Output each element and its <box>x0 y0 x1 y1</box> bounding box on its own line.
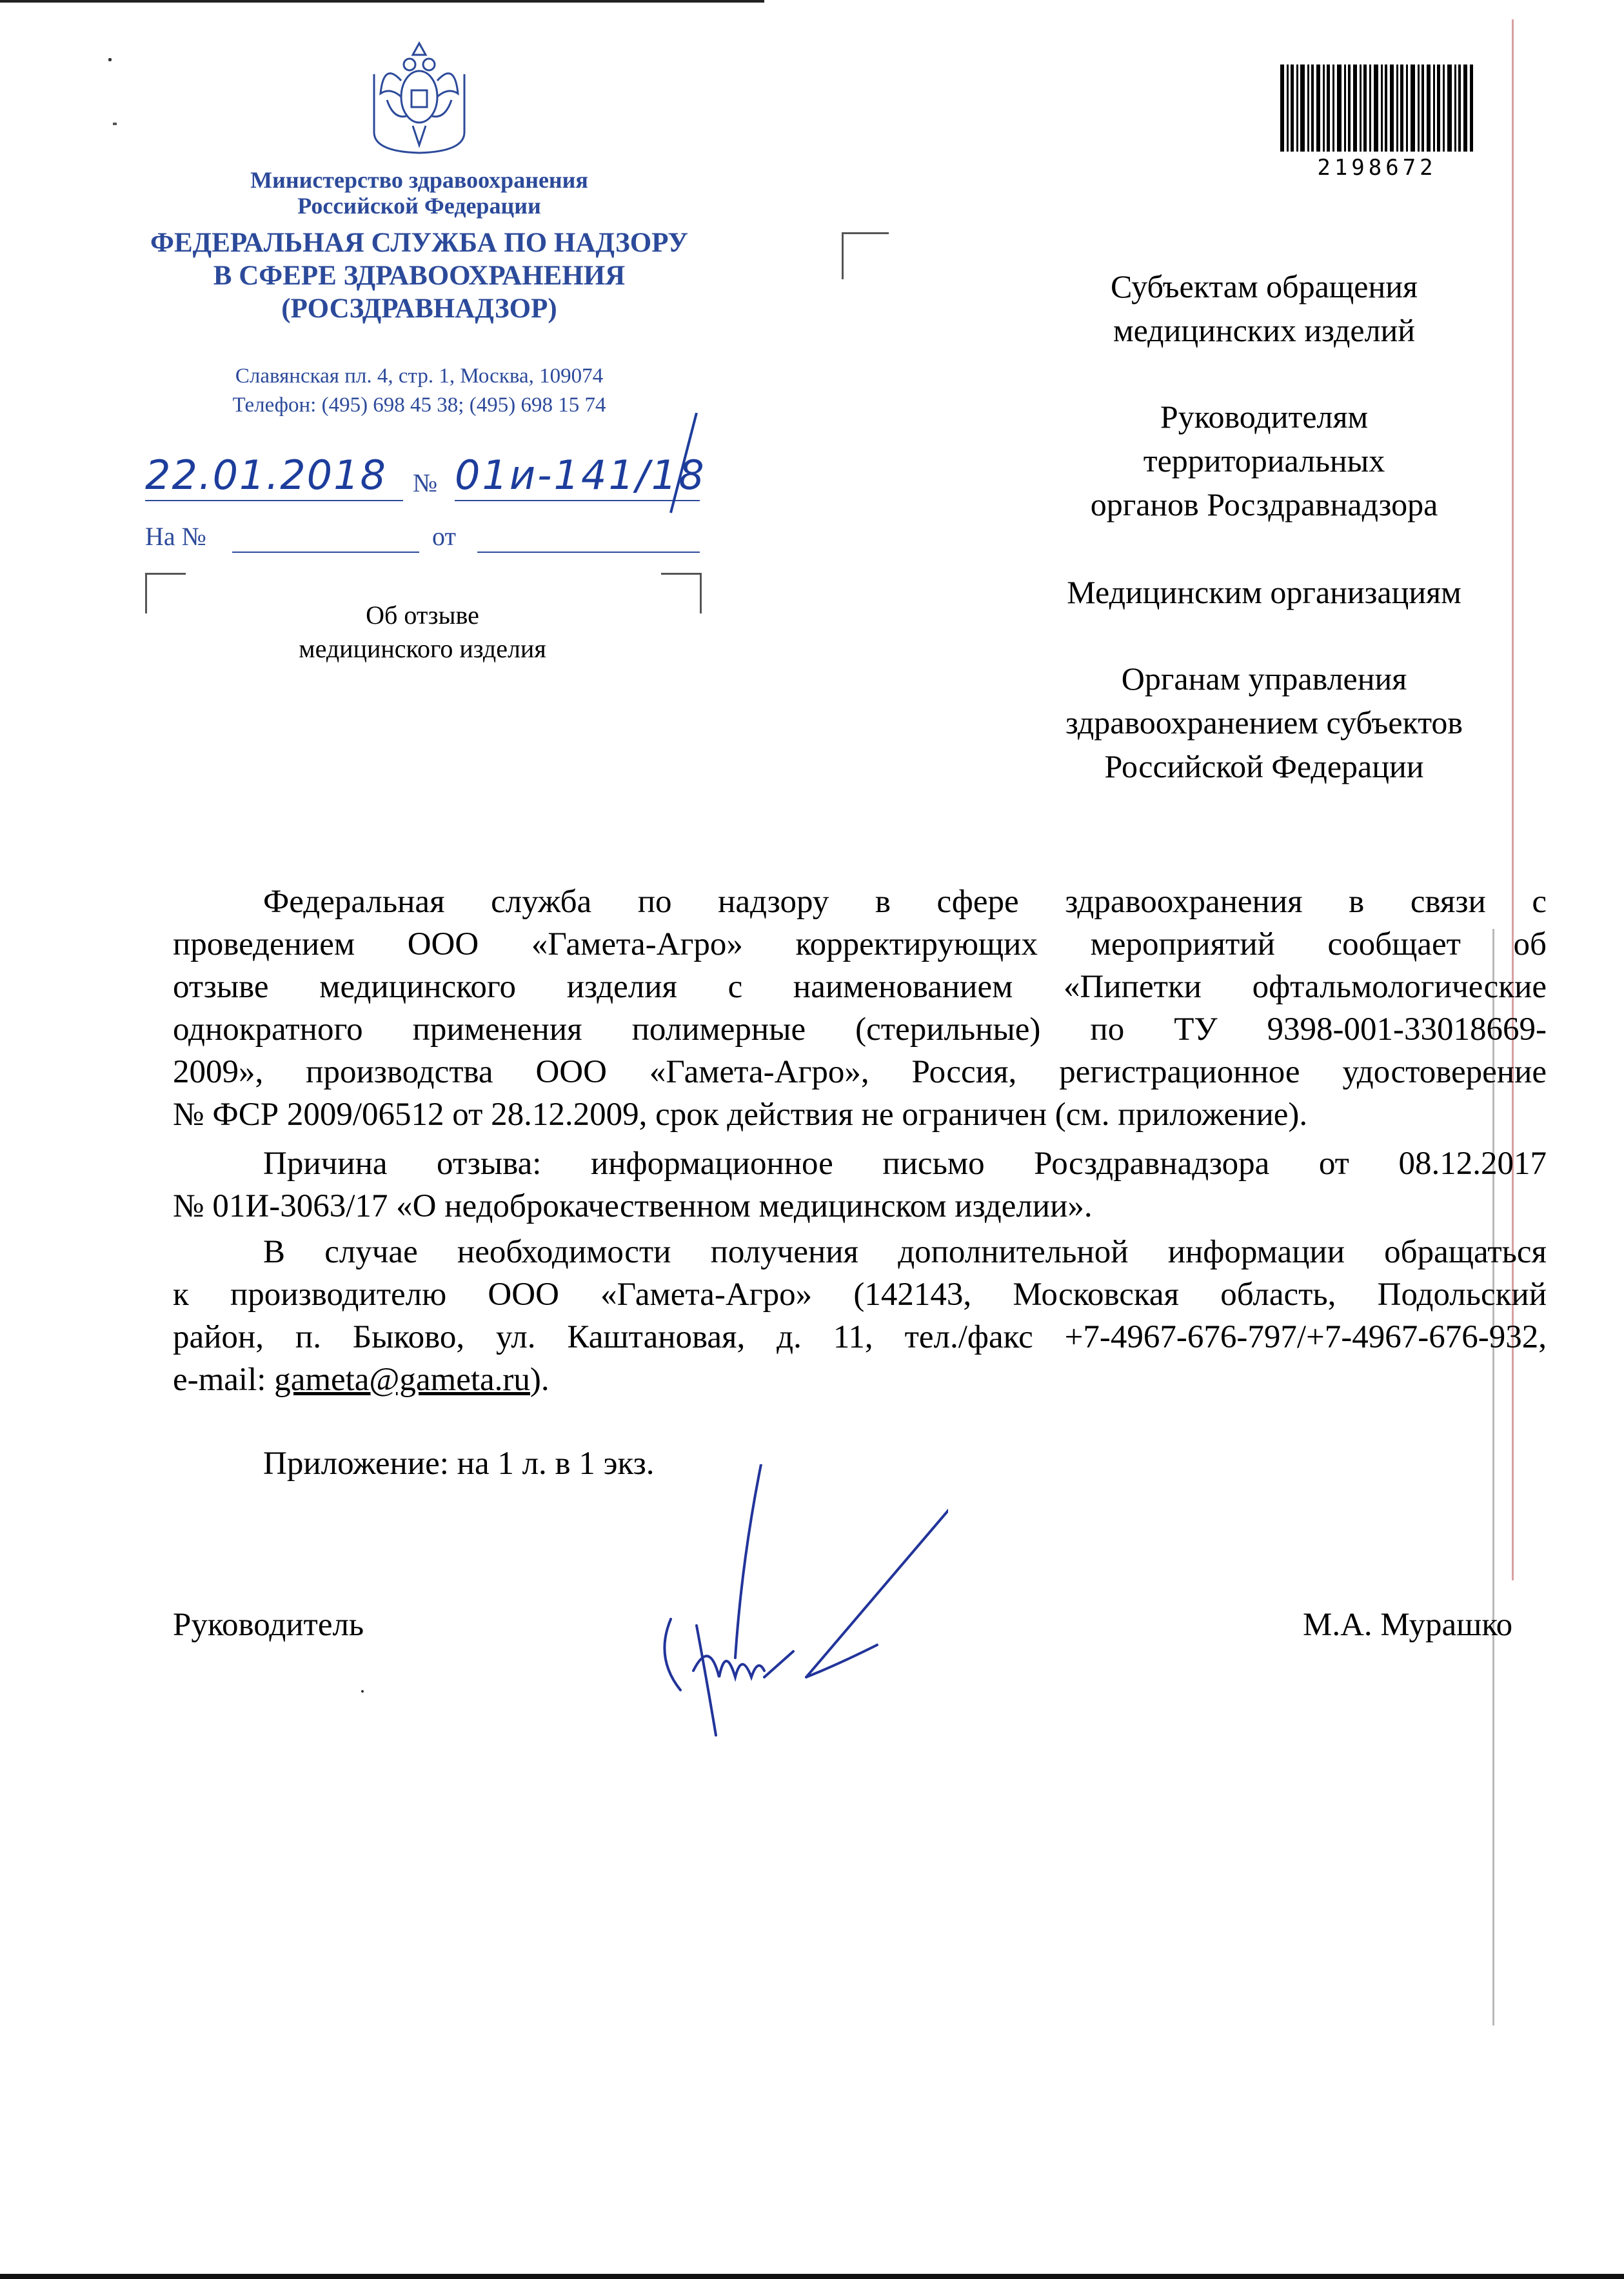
sender-address: Славянская пл. 4, стр. 1, Москва, 109074 <box>235 364 604 388</box>
service-name: ФЕДЕРАЛЬНАЯ СЛУЖБА ПО НАДЗОРУ <box>150 228 688 258</box>
email-suffix: ). <box>530 1362 550 1398</box>
service-name-line2: В СФЕРЕ ЗДРАВООХРАНЕНИЯ <box>213 261 626 291</box>
body-p3-email-line <box>173 1358 1547 1401</box>
date-underline <box>145 500 403 501</box>
addressee-1-line1: Субъектам обращения <box>1111 268 1418 304</box>
addressee-4-line2: здравоохранением субъектов <box>1065 704 1463 741</box>
scan-speck <box>361 1690 364 1693</box>
body-p1-line: однократного применения полимерные (стерильные) по ТУ 9398-001-33018669- <box>173 1011 1547 1048</box>
body-p2-line: № 01И-3063/17 «О недоброкачественном медицинском изделии». <box>173 1188 1093 1224</box>
subject-line-2: медицинского изделия <box>299 634 546 663</box>
email-prefix: e-mail: <box>173 1362 275 1398</box>
subject-corner-right <box>661 573 702 613</box>
body-p1-line: проведением ООО «Гамета-Агро» корректирующих мероприятий сообщает об <box>173 926 1547 962</box>
addressee-4-line1: Органам управления <box>1121 661 1407 697</box>
addressee-1-line2: медицинских изделий <box>1113 312 1416 348</box>
signatory-title: Руководитель <box>173 1607 364 1643</box>
scan-speck <box>108 58 112 61</box>
addressee-3-line1: Медицинским организациям <box>1067 574 1461 610</box>
ministry-name-line2: Российской Федерации <box>297 193 541 219</box>
reply-from-label: от <box>432 522 456 551</box>
body-p3-line: к производителю ООО «Гамета-Агро» (142143, Московская область, Подольский <box>173 1277 1547 1313</box>
number-sign: № <box>413 468 438 497</box>
body-p1-line: № ФСР 2009/06512 от 28.12.2009, срок действия не ограничен (см. приложение). <box>173 1097 1308 1133</box>
sender-phone: Телефон: (495) 698 45 38; (495) 698 15 74 <box>232 393 606 417</box>
body-p3-line: В случае необходимости получения дополнительной информации обращаться <box>263 1234 1547 1270</box>
registration-date: 22.01.2018 <box>145 452 387 499</box>
reply-number-line <box>232 552 419 553</box>
body-p3-line: район, п. Быково, ул. Каштановая, д. 11, тел./факс +7-4967-676-797/+7-4967-676-932, <box>173 1319 1547 1355</box>
barcode-number: 2198672 <box>1317 155 1437 181</box>
barcode-icon <box>1280 65 1474 155</box>
email-link[interactable]: gameta@gameta.ru <box>274 1362 530 1398</box>
body-p1-line: 2009», производства ООО «Гамета-Агро», Россия, регистрационное удостоверение <box>173 1054 1547 1090</box>
subject-line: Об отзыве <box>366 601 479 630</box>
handwritten-signature-icon <box>645 1464 948 1742</box>
reply-number-label: На № <box>145 522 206 551</box>
body-p1-line: Федеральная служба по надзору в сфере здравоохранения в связи с <box>263 884 1547 920</box>
handwritten-slash-icon <box>658 413 800 516</box>
addressee-4-line3: Российской Федерации <box>1104 748 1424 784</box>
russian-coat-of-arms-icon <box>368 35 471 155</box>
addressee-2-line3: органов Росздравнадзора <box>1090 486 1438 522</box>
subject-corner-left <box>145 573 186 613</box>
addressee-2-line1: Руководителям <box>1160 399 1369 435</box>
registration-number: 01и-141/18 <box>455 452 706 499</box>
attachment-note: Приложение: на 1 л. в 1 экз. <box>263 1446 655 1482</box>
body-p2-line: Причина отзыва: информационное письмо Росздравнадзора от 08.12.2017 <box>263 1146 1547 1182</box>
scan-speck <box>113 123 117 125</box>
scan-top-edge <box>0 0 764 3</box>
reply-from-line <box>477 552 700 553</box>
service-abbreviation: (РОСЗДРАВНАДЗОР) <box>281 294 557 324</box>
scan-bottom-edge <box>0 2274 1624 2279</box>
body-p1-line: отзыве медицинского изделия с наименованием «Пипетки офтальмологические <box>173 969 1547 1005</box>
addressee-corner <box>842 232 889 279</box>
signatory-name: М.А. Мурашко <box>1303 1607 1513 1643</box>
addressee-2-line2: территориальных <box>1143 443 1385 479</box>
ministry-name: Министерство здравоохранения <box>250 167 588 193</box>
